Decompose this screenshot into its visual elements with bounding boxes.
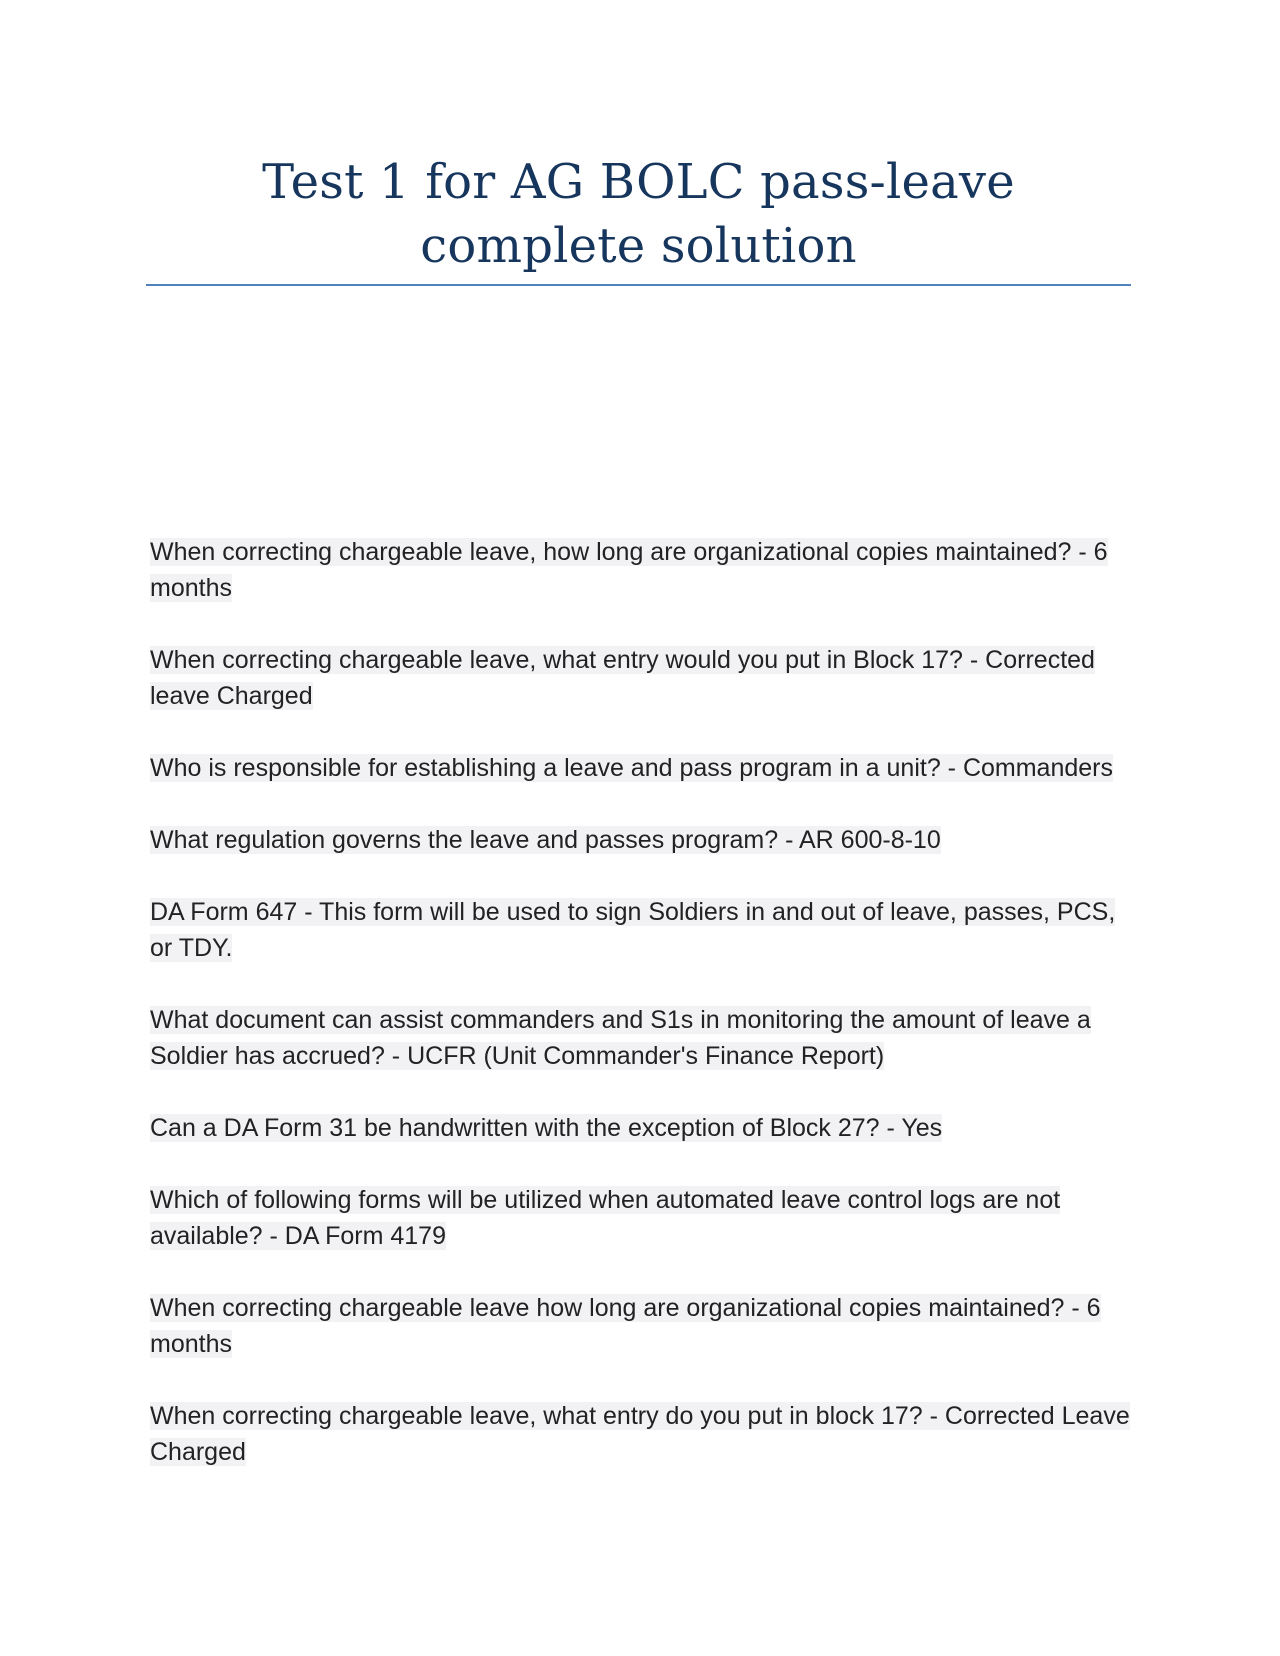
qa-item xyxy=(150,1182,1140,1254)
qa-text: Can a DA Form 31 be handwritten with the exception of Block 27? - Yes xyxy=(150,1114,943,1142)
qa-text: When correcting chargeable leave, how long are organizational copies maintained? - 6 months xyxy=(150,538,1108,602)
qa-text: When correcting chargeable leave, what entry do you put in block 17? - Corrected Leave Charged xyxy=(150,1402,1130,1466)
qa-text: When correcting chargeable leave how long are organizational copies maintained? - 6 months xyxy=(150,1294,1101,1358)
qa-text: What document can assist commanders and S1s in monitoring the amount of leave a Soldier has accrued? - UCFR (Unit Commander's Finance Report) xyxy=(150,1006,1091,1070)
document-title: Test 1 for AG BOLC pass-leave complete solution xyxy=(262,154,1015,274)
qa-list xyxy=(150,534,1140,1506)
qa-item xyxy=(150,894,1140,966)
qa-item xyxy=(150,1290,1140,1362)
qa-item xyxy=(150,642,1140,714)
qa-text: Who is responsible for establishing a leave and pass program in a unit? - Commanders xyxy=(150,754,1113,782)
qa-item xyxy=(150,1110,1140,1146)
title-underline xyxy=(146,284,1131,286)
qa-item xyxy=(150,534,1140,606)
qa-item xyxy=(150,1398,1140,1470)
qa-text: What regulation governs the leave and passes program? - AR 600-8-10 xyxy=(150,826,941,854)
qa-text: When correcting chargeable leave, what entry would you put in Block 17? - Corrected leave Charged xyxy=(150,646,1095,710)
qa-item xyxy=(150,750,1140,786)
qa-text: DA Form 647 - This form will be used to sign Soldiers in and out of leave, passes, PCS, or TDY. xyxy=(150,898,1116,962)
title-block xyxy=(146,150,1131,278)
qa-item xyxy=(150,822,1140,858)
qa-item xyxy=(150,1002,1140,1074)
qa-text: Which of following forms will be utilized when automated leave control logs are not available? - DA Form 4179 xyxy=(150,1186,1061,1250)
